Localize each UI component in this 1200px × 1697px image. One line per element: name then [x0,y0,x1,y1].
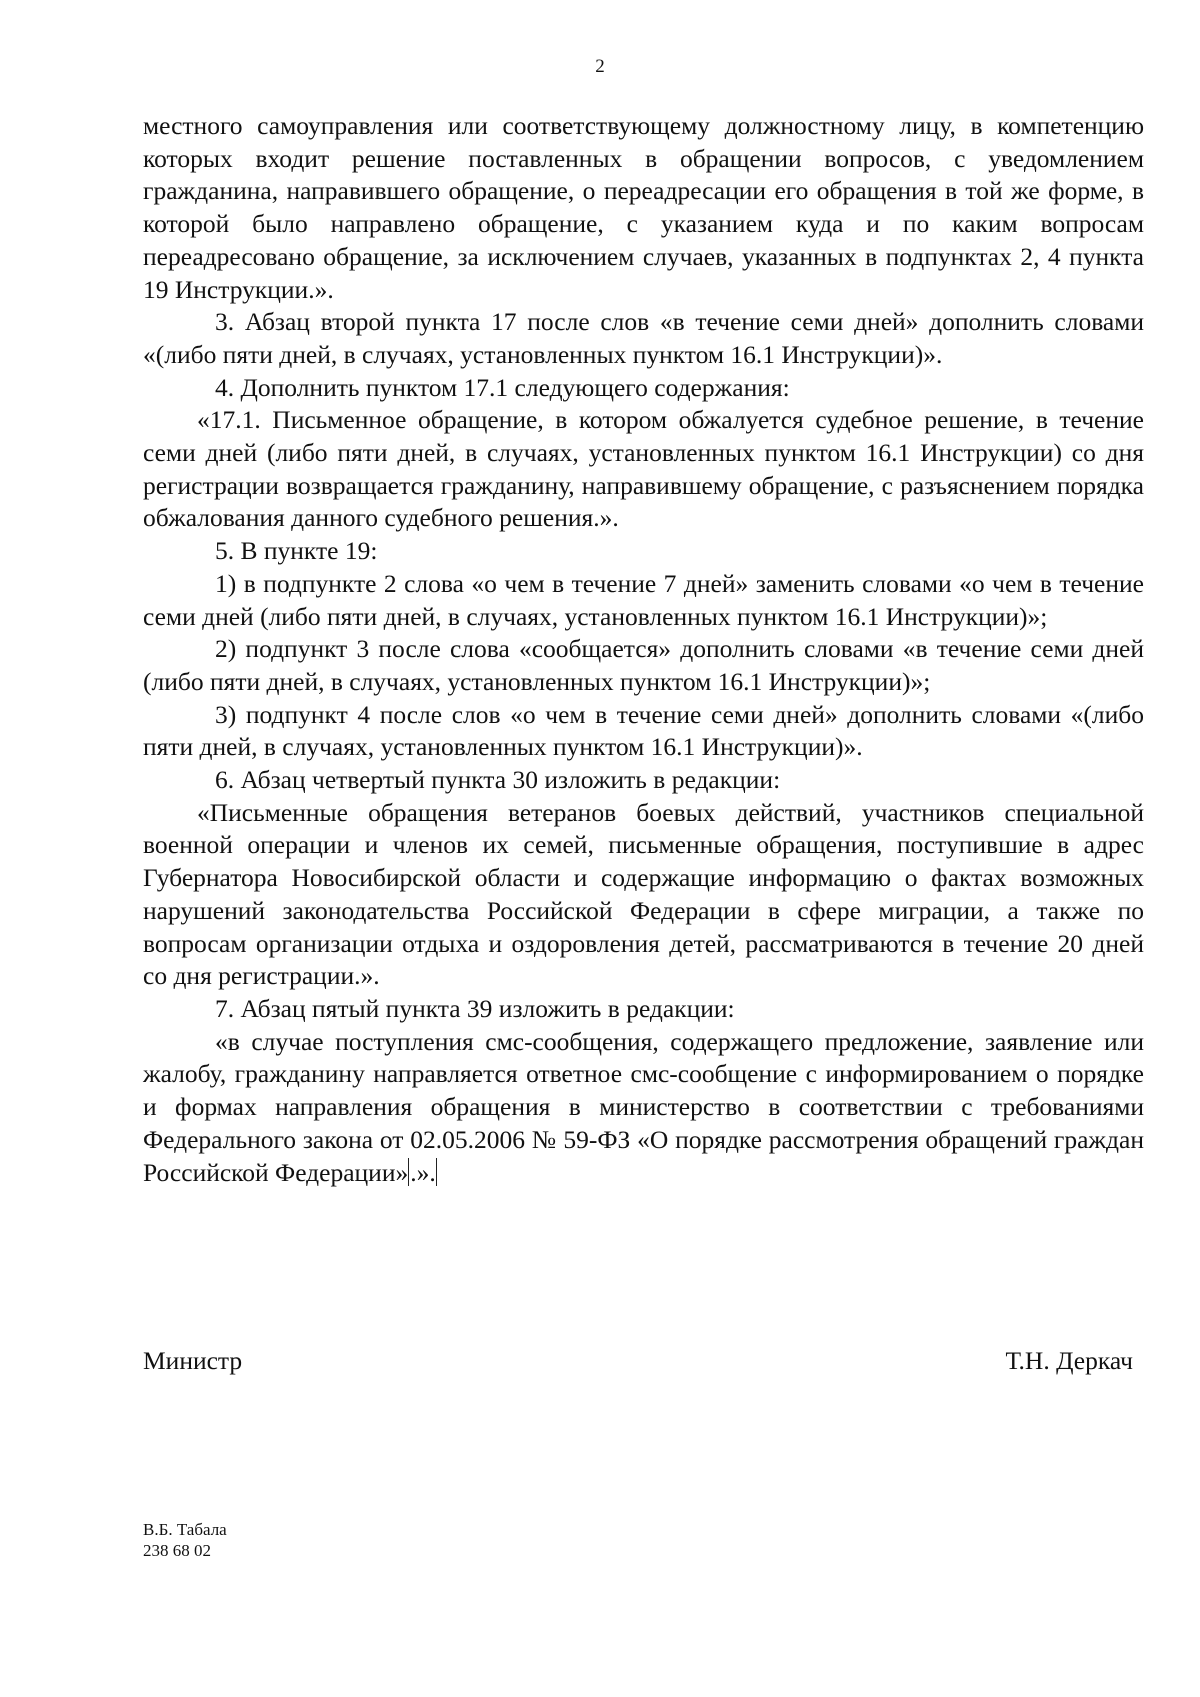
paragraph-quote-point-30: «Письменные обращения ветеранов боевых действий, участников специальной военной операции и членов их семей, письменные обращения, поступившие в адрес Губернатора Новосибирской области и содержащие информацию о фактах возможных нарушений законодательства Российской Федерации в сфере миграции, а также по вопросам организации отдыха и оздоровления детей, рассматриваются в течение 20 дней со дня регистрации.». [143,797,1144,991]
paragraph-item-3: 3. Абзац второй пункта 17 после слов «в течение семи дней» дополнить словами «(либо пяти дней, в случаях, установленных пунктом 16.1 Инструкции)». [143,307,1144,369]
paragraph-quote-point-39 [143,1026,1144,1190]
paragraph-item-6: 6. Абзац четвертый пункта 30 изложить в редакции: [215,765,781,795]
paragraph-subitem-1: 1) в подпункте 2 слова «о чем в течение 7 дней» заменить словами «о чем в течение семи дней (либо пяти дней, в случаях, установленных пунктом 16.1 Инструкции)»; [143,568,1144,631]
text-cursor-mark-end [436,1158,437,1186]
paragraph-quote-point-39-text: «в случае поступления смс-сообщения, содержащего предложение, заявление или жалобу, гражданину направляется ответное смс-сообщение с информированием о порядке и формах направления обращения в министерство в соответствии с требованиями Федерального закона от 02.05.2006 № 59-ФЗ «О порядке рассмотрения обращений граждан Российской Федерации» [143,1026,1144,1187]
paragraph-subitem-2: 2) подпункт 3 после слова «сообщается» дополнить словами «в течение семи дней (либо пяти дней, в случаях, установленных пунктом 16.1 Инструкции)»; [143,634,1144,696]
executor-block [143,1519,227,1561]
paragraph-continuation: местного самоуправления или соответствующему должностному лицу, в компетенцию которых входит решение поставленных в обращении вопросов, с уведомлением гражданина, направившего обращение, о переадресации его обращения в той же форме, в которой было направлено обращение, с указанием куда и по каким вопросам переадресовано обращение, за исключением случаев, указанных в подпунктах 2, 4 пункта 19 Инструкции.». [143,111,1144,304]
paragraph-subitem-3: 3) подпункт 4 после слов «о чем в течение семи дней» дополнить словами «(либо пяти дней, в случаях, установленных пунктом 16.1 Инструкции)». [143,699,1144,762]
paragraph-item-5: 5. В пункте 19: [215,536,378,566]
executor-name: В.Б. Табала [143,1520,227,1539]
paragraph-item-7: 7. Абзац пятый пункта 39 изложить в редакции: [215,993,735,1023]
paragraph-quote-point-39-ending: .». [410,1157,436,1187]
paragraph-quote-17-1: «17.1. Письменное обращение, в котором обжалуется судебное решение, в течение семи дней (либо пяти дней, в случаях, установленных пунктом 16.1 Инструкции) со дня регистрации возвращается гражданину, направившему обращение, с разъяснением порядка обжалования данного судебного решения.». [143,405,1144,533]
page-number: 2 [595,56,605,77]
paragraph-item-4: 4. Дополнить пунктом 17.1 следующего содержания: [215,372,790,402]
executor-phone: 238 68 02 [143,1541,211,1560]
signature-name: Т.Н. Деркач [1005,1346,1133,1375]
signature-title: Министр [143,1346,243,1375]
document-body [143,110,1144,1189]
